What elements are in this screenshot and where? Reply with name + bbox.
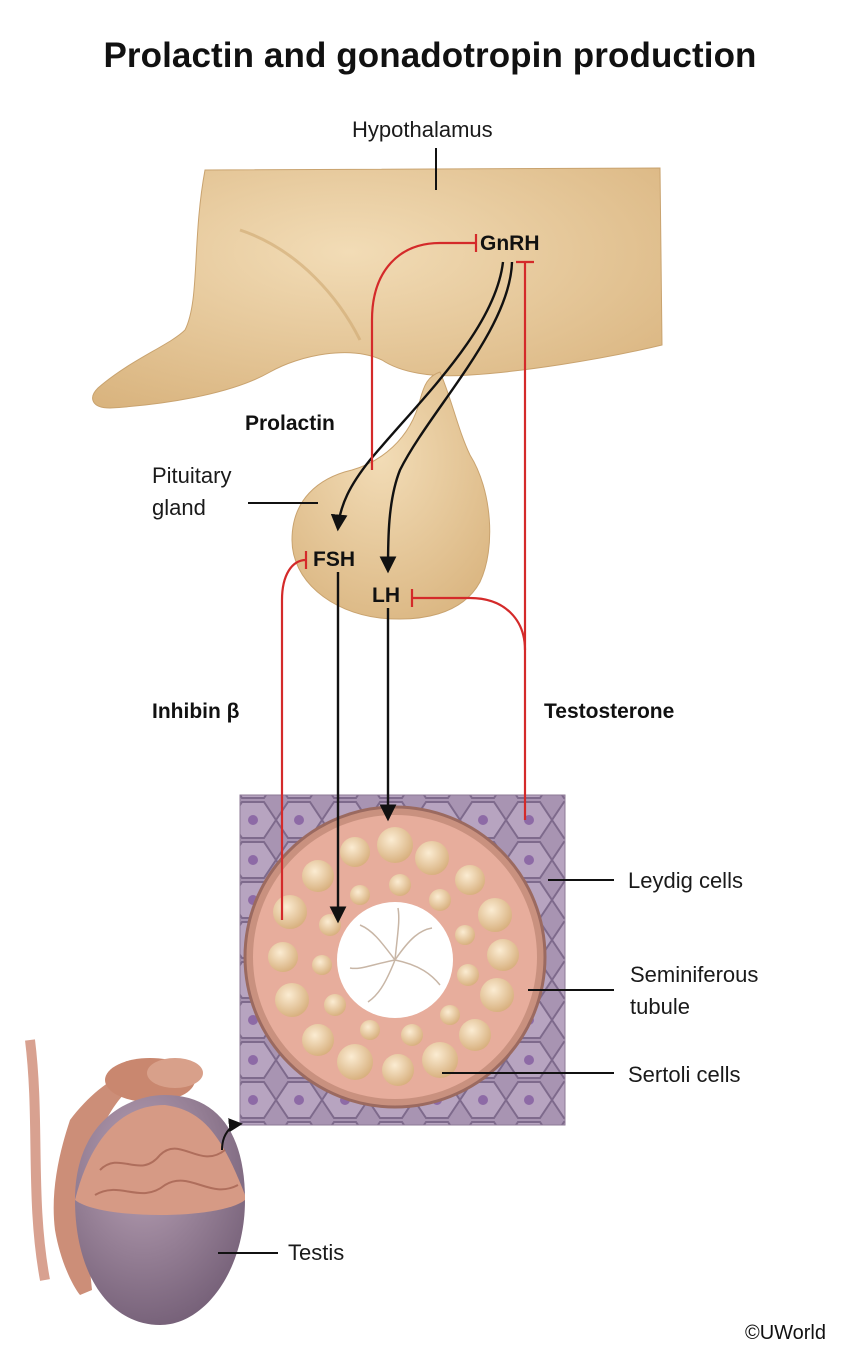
hypothalamus-label: Hypothalamus (352, 117, 493, 142)
leydig-label: Leydig cells (628, 868, 743, 893)
pituitary-label-line2: gland (152, 495, 206, 520)
copyright: ©UWorld (744, 1322, 826, 1344)
vas-deferens (30, 1040, 45, 1280)
testosterone-inhibits-lh (412, 598, 525, 820)
testis-label: Testis (288, 1240, 345, 1265)
inhibin-label: Inhibin β (152, 700, 240, 723)
fsh-label: FSH (313, 548, 355, 571)
prolactin-label: Prolactin (245, 412, 335, 435)
sertoli-label: Sertoli cells (628, 1062, 741, 1087)
pituitary-label-line1: Pituitary (152, 463, 232, 488)
seminiferous-label-line1: Seminiferous (630, 962, 759, 987)
testosterone-label: Testosterone (544, 700, 675, 723)
gnrh-label: GnRH (480, 232, 540, 255)
pituitary-gland-shape (292, 372, 490, 619)
seminiferous-label-line2: tubule (630, 994, 690, 1019)
lh-label: LH (372, 584, 400, 607)
page-title: Prolactin and gonadotropin production (103, 36, 757, 75)
